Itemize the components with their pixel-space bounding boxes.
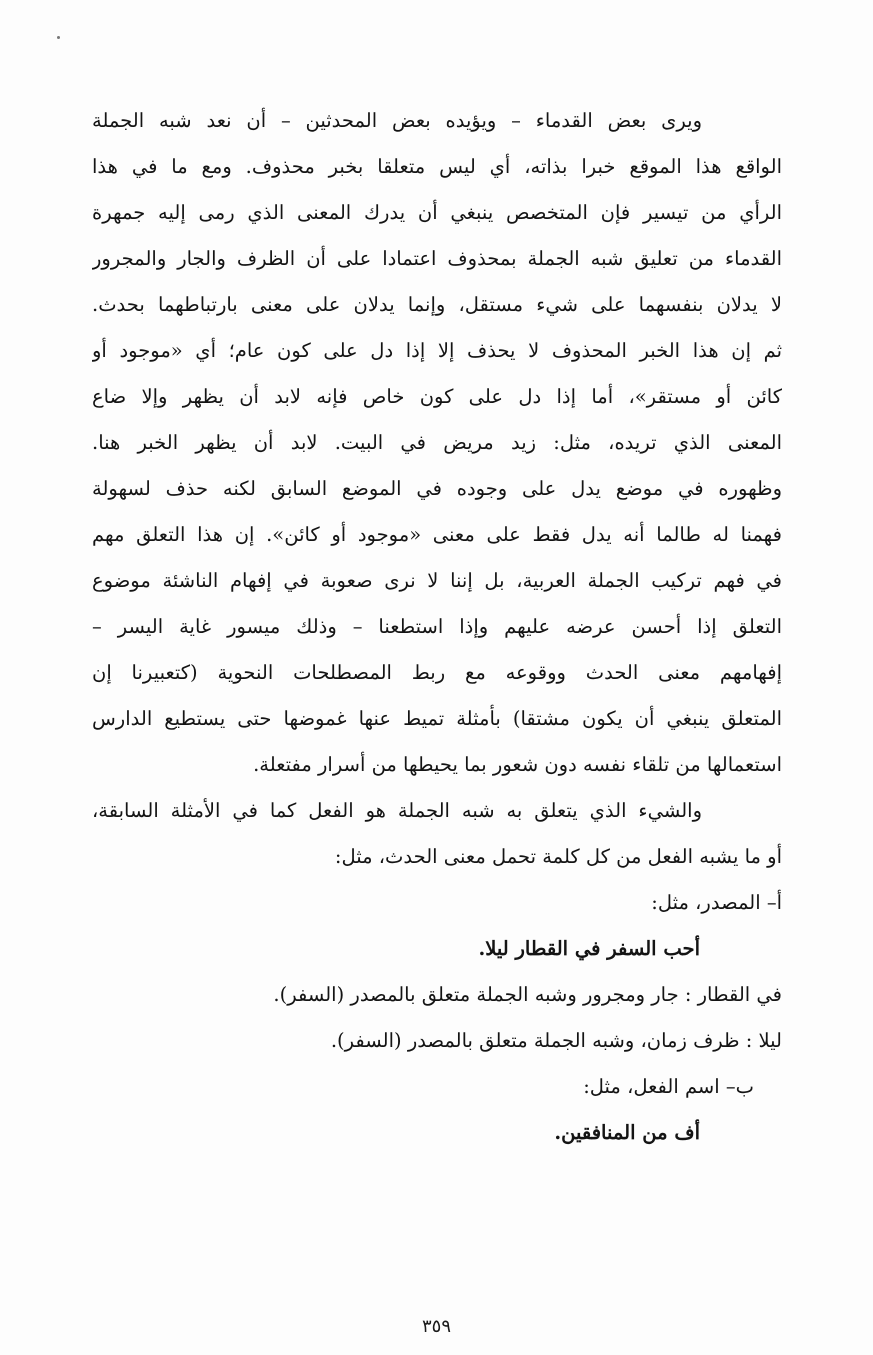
paragraph-1-line: إفهامهم معنى الحدث ووقوعه مع ربط المصطلحات النحوية (كتعبيرنا إن xyxy=(92,661,782,684)
paragraph-1-line: المتعلق ينبغي أن يكون مشتقا) بأمثلة تميط عنها غموضها حتى يستطيع الدارس xyxy=(92,707,782,730)
paragraph-1-line: المعنى الذي تريده، مثل: زيد مريض في البيت. لابد أن يظهر الخبر هنا. xyxy=(92,431,782,454)
paragraph-1-line: القدماء من تعليق شبه الجملة بمحذوف اعتمادا على أن الظرف والجار والمجرور xyxy=(92,247,782,270)
body-text xyxy=(92,98,782,1156)
example-a: أحب السفر في القطار ليلا. xyxy=(478,937,700,960)
paragraph-2-line: والشيء الذي يتعلق به شبه الجملة هو الفعل كما في الأمثلة السابقة، xyxy=(92,799,702,822)
heading-a: أ– المصدر، مثل: xyxy=(651,891,782,914)
paragraph-1-line: كائن أو مستقر»، أما إذا دل على كون خاص فإنه لابد أن يظهر وإلا ضاع xyxy=(92,385,782,408)
paragraph-1-line: في فهم تركيب الجملة العربية، بل إننا لا نرى صعوبة في إفهام الناشئة موضوع xyxy=(92,569,782,592)
paragraph-1-line: ثم إن هذا الخبر المحذوف لا يحذف إلا إذا دل على كون عام؛ أي «موجود أو xyxy=(92,339,782,362)
paragraph-1-line: لا يدلان بنفسهما على شيء مستقل، وإنما يدلان على معنى بارتباطهما بحدث. xyxy=(92,293,782,316)
scan-speck xyxy=(57,36,60,39)
heading-b: ب– اسم الفعل، مثل: xyxy=(583,1075,754,1098)
paragraph-1-line: الرأي من تيسير فإن المتخصص ينبغي أن يدرك المعنى الذي رمى إليه جمهرة xyxy=(92,201,782,224)
paragraph-1-line: ويرى بعض القدماء – ويؤيده بعض المحدثين – أن نعد شبه الجملة xyxy=(92,109,702,132)
explanation-a2: ليلا : ظرف زمان، وشبه الجملة متعلق بالمصدر (السفر). xyxy=(330,1029,782,1052)
paragraph-1-line: الواقع هذا الموقع خبرا بذاته، أي ليس متعلقا بخبر محذوف. ومع ما في هذا xyxy=(92,155,782,178)
explanation-a1: في القطار : جار ومجرور وشبه الجملة متعلق بالمصدر (السفر). xyxy=(273,983,782,1006)
paragraph-2-last-line: أو ما يشبه الفعل من كل كلمة تحمل معنى الحدث، مثل: xyxy=(334,845,782,868)
paragraph-1-line: وظهوره في موضع يدل على وجوده في الموضع السابق لكنه حذف لسهولة xyxy=(92,477,782,500)
example-b: أف من المنافقين. xyxy=(554,1121,700,1144)
paragraph-1-line: التعلق إذا أحسن عرضه عليهم وإذا استطعنا – وذلك ميسور غاية اليسر – xyxy=(92,615,782,638)
paragraph-1-line: فهمنا له طالما أنه يدل فقط على معنى «موجود أو كائن». إن هذا التعلق مهم xyxy=(92,523,782,546)
paragraph-1-last-line: استعمالها من تلقاء نفسه دون شعور بما يحيطها من أسرار مفتعلة. xyxy=(253,753,782,776)
page-number: ٣٥٩ xyxy=(421,1316,451,1337)
